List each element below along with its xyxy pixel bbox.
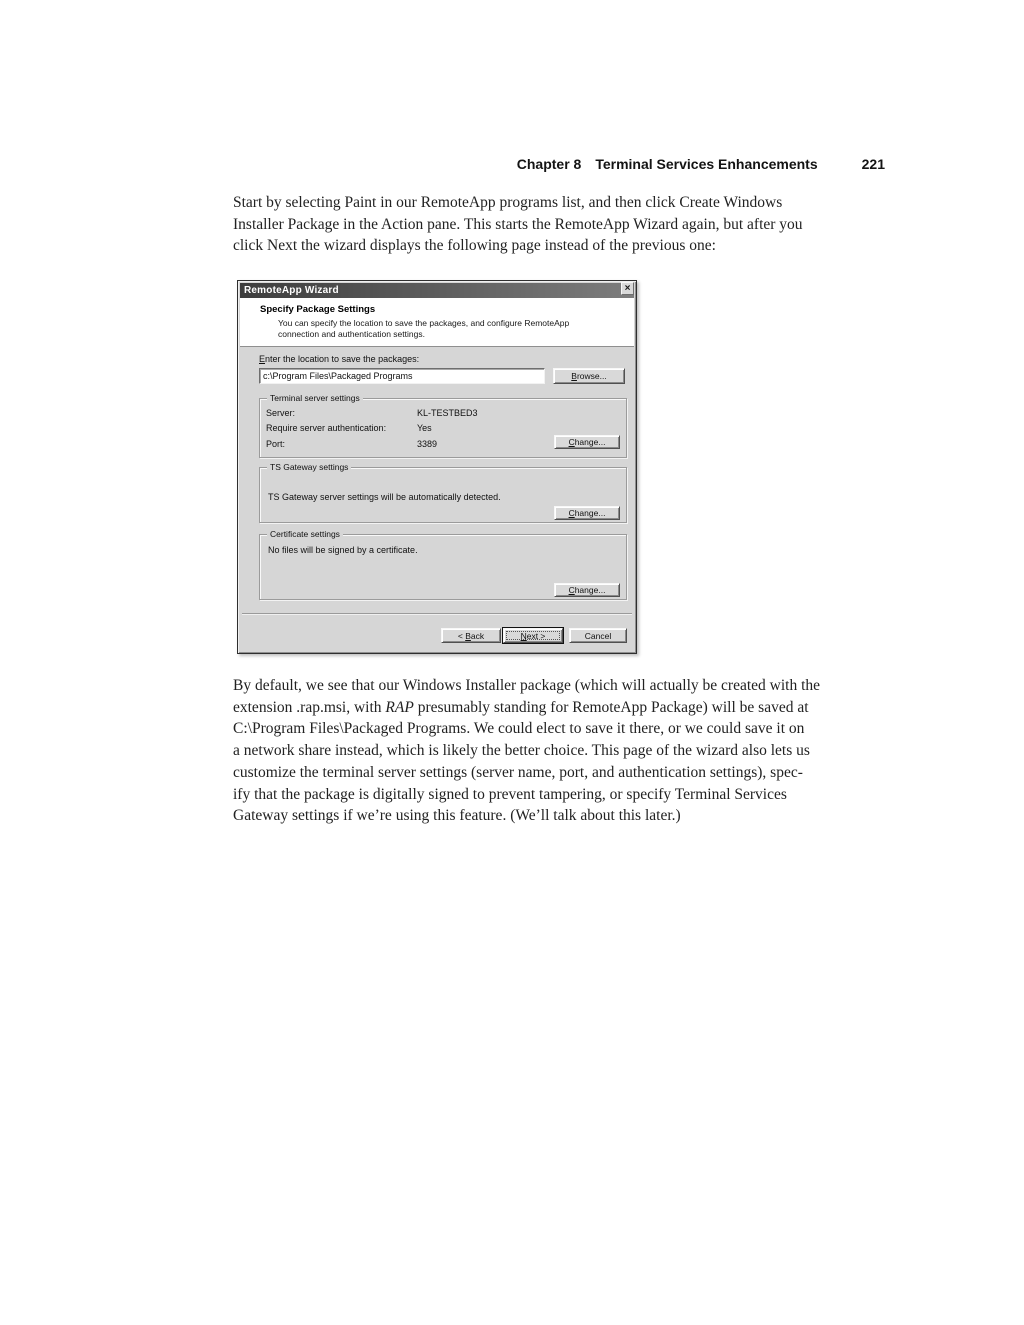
text-line: Gateway settings if we’re using this feature. (We’ll talk about this later.) — [233, 807, 681, 825]
text-line: Installer Package in the Action pane. This starts the RemoteApp Wizard again, but after you — [233, 215, 803, 233]
ts-gateway-status-text: TS Gateway server settings will be automatically detected. — [268, 492, 501, 502]
text-line: customize the terminal server settings (server name, port, and authentication settings), spec- — [233, 763, 803, 781]
dialog-titlebar[interactable] — [240, 283, 634, 298]
server-value: KL-TESTBED3 — [417, 408, 478, 418]
next-button[interactable]: Next > — [503, 628, 563, 643]
wizard-header-banner — [240, 298, 634, 347]
certificate-settings-group-title: Certificate settings — [267, 529, 343, 539]
certificate-settings-group — [259, 529, 627, 600]
authentication-value: Yes — [417, 423, 432, 433]
close-button[interactable] — [621, 282, 634, 295]
running-head — [233, 156, 885, 172]
change-terminal-settings-button[interactable]: Change... — [554, 435, 620, 449]
browse-button[interactable]: Browse... — [553, 368, 625, 384]
ts-gateway-settings-group — [259, 462, 627, 523]
text-line: By default, we see that our Windows Installer package (which will actually be created with the — [233, 677, 821, 694]
terminal-server-settings-group-title: Terminal server settings — [267, 393, 363, 403]
authentication-row — [266, 423, 546, 433]
dialog-title: RemoteApp Wizard — [244, 285, 339, 296]
chapter-label: Chapter 8 — [516, 156, 582, 172]
server-label: Server: — [266, 408, 296, 418]
terminal-server-settings-group — [259, 393, 627, 458]
close-icon: × — [624, 283, 631, 294]
text-line: You can specify the location to save the packages, and configure RemoteApp — [278, 318, 570, 328]
text-line: extension .rap.msi, with RAP presumably standing for RemoteApp Package) will be saved at — [233, 698, 809, 716]
button-separator — [242, 613, 632, 615]
location-input[interactable] — [259, 368, 545, 384]
change-certificate-settings-button[interactable]: Change... — [554, 583, 620, 597]
server-row — [266, 408, 546, 418]
body-paragraph — [233, 675, 893, 827]
chapter-title: Terminal Services Enhancements — [595, 156, 818, 172]
change-gateway-settings-button[interactable]: Change... — [554, 506, 620, 520]
ts-gateway-settings-group-title: TS Gateway settings — [267, 462, 351, 472]
page-number: 221 — [861, 156, 885, 172]
text-line: ify that the package is digitally signed to prevent tampering, or specify Terminal Services — [233, 785, 787, 803]
intro-paragraph — [233, 192, 893, 257]
cancel-button[interactable]: Cancel — [569, 628, 627, 643]
remoteapp-wizard-dialog — [237, 280, 637, 654]
wizard-page-title: Specify Package Settings — [260, 304, 376, 315]
back-button[interactable]: < Back — [441, 628, 501, 643]
port-row — [266, 439, 546, 449]
text-line: click Next the wizard displays the following page instead of the previous one: — [233, 237, 716, 255]
text-line: a network share instead, which is likely the better choice. This page of the wizard also lets us — [233, 742, 810, 760]
wizard-page-description — [278, 318, 569, 339]
text-line: Start by selecting Paint in our RemoteApp programs list, and then click Create Windows — [233, 194, 783, 211]
location-input-value: c:\Program Files\Packaged Programs — [263, 371, 413, 381]
text-line: connection and authentication settings. — [278, 328, 425, 339]
port-value: 3389 — [417, 439, 438, 449]
text-line: C:\Program Files\Packaged Programs. We could elect to save it there, or we could save it on — [233, 720, 805, 738]
port-label: Port: — [266, 439, 286, 449]
authentication-label: Require server authentication: — [266, 423, 387, 433]
location-label: Enter the location to save the packages: — [259, 354, 420, 364]
certificate-status-text: No files will be signed by a certificate. — [268, 545, 418, 555]
